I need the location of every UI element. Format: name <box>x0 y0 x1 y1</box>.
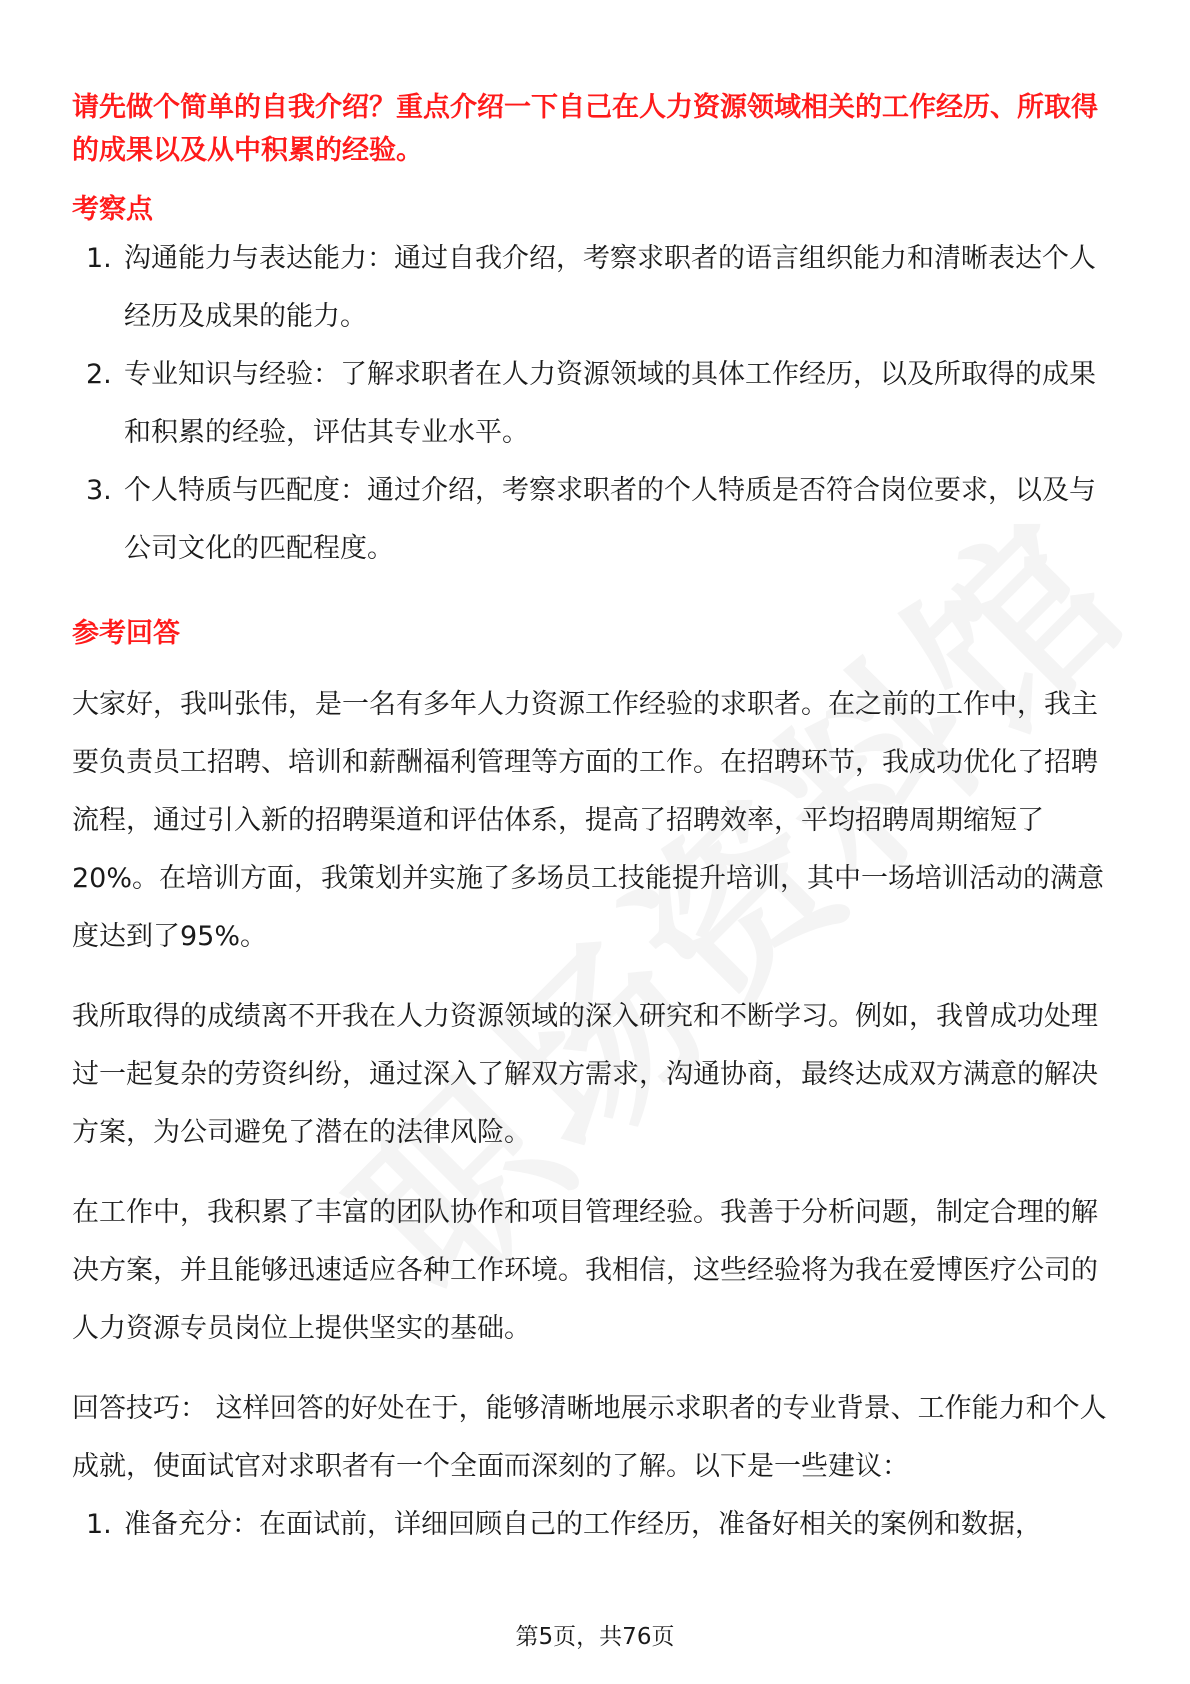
answer-paragraph: 在工作中，我积累了丰富的团队协作和项目管理经验。我善于分析问题，制定合理的解决方案，并且能够迅速适应各种工作环境。我相信，这些经验将为我在爱博医疗公司的人力资源专员岗位上提供坚实的基础。 <box>72 1197 1098 1344</box>
answer-heading: 参考回答 <box>72 618 180 649</box>
document-page <box>72 86 1120 1554</box>
tips-paragraph: 回答技巧： 这样回答的好处在于，能够清晰地展示求职者的专业背景、工作能力和个人成就，使面试官对求职者有一个全面而深刻的了解。以下是一些建议： <box>72 1393 1107 1482</box>
list-item-text: 专业知识与经验：了解求职者在人力资源领域的具体工作经历，以及所取得的成果和积累的经验，评估其专业水平。 <box>124 359 1096 448</box>
points-heading: 考察点 <box>72 194 153 225</box>
list-item-number: 1. <box>86 243 112 274</box>
list-item-text: 准备充分：在面试前，详细回顾自己的工作经历，准备好相关的案例和数据， <box>124 1509 1042 1540</box>
list-item-number: 1. <box>86 1509 112 1540</box>
list-item <box>72 230 1120 346</box>
list-item-text: 个人特质与匹配度：通过介绍，考察求职者的个人特质是否符合岗位要求，以及与公司文化的匹配程度。 <box>124 475 1096 564</box>
list-item-number: 3. <box>86 475 112 506</box>
list-item-number: 2. <box>86 359 112 390</box>
points-list <box>72 230 1120 578</box>
question-title: 请先做个简单的自我介绍？重点介绍一下自己在人力资源领域相关的工作经历、所取得的成果以及从中积累的经验。 <box>72 92 1098 166</box>
page-footer: 第5页，共76页 <box>515 1624 675 1650</box>
list-item <box>72 346 1120 462</box>
tips-list <box>72 1496 1120 1554</box>
answer-paragraph: 我所取得的成绩离不开我在人力资源领域的深入研究和不断学习。例如，我曾成功处理过一起复杂的劳资纠纷，通过深入了解双方需求，沟通协商，最终达成双方满意的解决方案，为公司避免了潜在的法律风险。 <box>72 1001 1098 1148</box>
list-item <box>72 1496 1120 1554</box>
list-item <box>72 462 1120 578</box>
answer-paragraph: 大家好，我叫张伟，是一名有多年人力资源工作经验的求职者。在之前的工作中，我主要负责员工招聘、培训和薪酬福利管理等方面的工作。在招聘环节，我成功优化了招聘流程，通过引入新的招聘渠道和评估体系，提高了招聘效率，平均招聘周期缩短了20%。在培训方面，我策划并实施了多场员工技能提升培训，其中一场培训活动的满意度达到了95%。 <box>72 689 1105 952</box>
list-item-text: 沟通能力与表达能力：通过自我介绍，考察求职者的语言组织能力和清晰表达个人经历及成果的能力。 <box>124 243 1096 332</box>
